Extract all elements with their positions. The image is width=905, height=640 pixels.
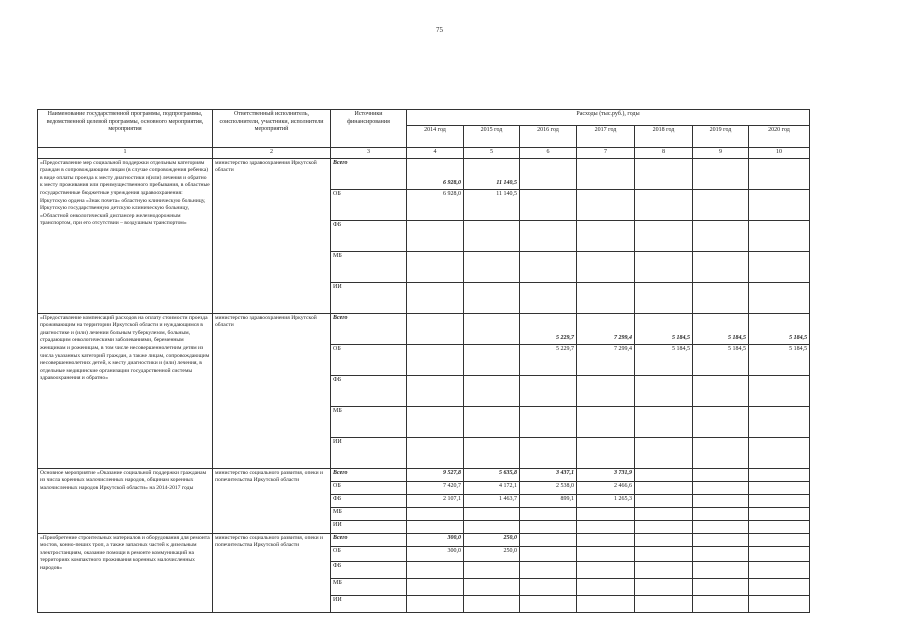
expense-value bbox=[693, 468, 749, 481]
expense-value bbox=[520, 158, 577, 189]
expense-value bbox=[577, 507, 635, 520]
table-row bbox=[38, 158, 810, 189]
expense-value bbox=[577, 251, 635, 282]
header-year: 2018 год bbox=[635, 126, 693, 148]
expense-value bbox=[693, 375, 749, 406]
funding-source: Всего bbox=[331, 533, 407, 546]
expense-value bbox=[635, 595, 693, 612]
expense-value bbox=[635, 481, 693, 494]
expense-value bbox=[749, 189, 810, 220]
expense-value bbox=[520, 546, 577, 561]
program-name: «Приобретение строительных материалов и оборудования для ремонта мостов, конно-пеших троп, а также запасных частей к дизельным электростанциям, оказание помощи в ремонте коммуникаций на территориях компактного проживания коренных малочисленных народов» bbox=[38, 533, 213, 612]
expense-value bbox=[520, 220, 577, 251]
expense-value bbox=[464, 282, 520, 313]
funding-source: МБ bbox=[331, 251, 407, 282]
expense-value bbox=[635, 578, 693, 595]
expense-value bbox=[693, 437, 749, 468]
expenses-table bbox=[37, 109, 810, 613]
expense-value bbox=[693, 481, 749, 494]
expense-value bbox=[749, 578, 810, 595]
column-number: 5 bbox=[464, 148, 520, 159]
funding-source: ФБ bbox=[331, 561, 407, 578]
funding-source: ФБ bbox=[331, 375, 407, 406]
expense-value bbox=[577, 375, 635, 406]
header-year: 2020 год bbox=[749, 126, 810, 148]
expense-value: 11 140,5 bbox=[464, 158, 520, 189]
expense-value: 5 184,5 bbox=[635, 344, 693, 375]
expense-value: 7 299,4 bbox=[577, 313, 635, 344]
expense-value bbox=[520, 189, 577, 220]
expense-value bbox=[407, 507, 464, 520]
expense-value bbox=[407, 282, 464, 313]
expense-value bbox=[635, 375, 693, 406]
expense-value bbox=[749, 220, 810, 251]
program-name: «Предоставление компенсаций расходов на оплату стоимости проезда проживающим на территории Иркутской области и нуждающимся в диагностике и (или) лечении больным туберкулезом, больным, страдающим онкологическими заболеваниями, беременным женщинам и роженицам, в том числе несовершеннолетним детям из числа указанных категорий граждан, а также лицам, сопровождающим несовершеннолетних детей, к месту диагностики и (или) лечения, в отдельные медицинские организации государственной системы здравоохранения и обратно» bbox=[38, 313, 213, 468]
program-name: Основное мероприятие «Оказание социальной поддержки гражданам из числа коренных малочисленных народов, общинам коренных малочисленных народов Иркутской области» на 2014-2017 годы bbox=[38, 468, 213, 533]
expense-value: 250,0 bbox=[464, 546, 520, 561]
column-number: 3 bbox=[331, 148, 407, 159]
expense-value bbox=[749, 494, 810, 507]
expense-value bbox=[407, 561, 464, 578]
header-year: 2017 год bbox=[577, 126, 635, 148]
expense-value: 1 265,3 bbox=[577, 494, 635, 507]
expense-value bbox=[635, 158, 693, 189]
expense-value bbox=[464, 561, 520, 578]
expense-value bbox=[407, 406, 464, 437]
expense-value bbox=[407, 595, 464, 612]
expense-value bbox=[520, 507, 577, 520]
expense-value bbox=[693, 158, 749, 189]
expense-value: 6 928,0 bbox=[407, 158, 464, 189]
expense-value bbox=[635, 533, 693, 546]
expense-value bbox=[635, 282, 693, 313]
expense-value bbox=[635, 507, 693, 520]
expense-value: 3 437,1 bbox=[520, 468, 577, 481]
column-number: 2 bbox=[213, 148, 331, 159]
expense-value bbox=[635, 189, 693, 220]
expense-value bbox=[635, 494, 693, 507]
expense-value bbox=[693, 533, 749, 546]
expense-value: 5 184,5 bbox=[693, 344, 749, 375]
page-number: 75 bbox=[436, 26, 443, 34]
funding-source: ОБ bbox=[331, 481, 407, 494]
expense-value bbox=[693, 546, 749, 561]
expense-value bbox=[749, 375, 810, 406]
funding-source: Всего bbox=[331, 313, 407, 344]
expense-value bbox=[693, 494, 749, 507]
expense-value bbox=[577, 561, 635, 578]
expense-value bbox=[635, 406, 693, 437]
expense-value bbox=[464, 220, 520, 251]
expense-value bbox=[464, 595, 520, 612]
expense-value bbox=[520, 595, 577, 612]
expense-value bbox=[464, 578, 520, 595]
column-number: 8 bbox=[635, 148, 693, 159]
column-number: 9 bbox=[693, 148, 749, 159]
expense-value bbox=[749, 533, 810, 546]
funding-source: Всего bbox=[331, 468, 407, 481]
expense-value bbox=[407, 251, 464, 282]
funding-source: ОБ bbox=[331, 189, 407, 220]
expense-value bbox=[577, 546, 635, 561]
expense-value bbox=[693, 282, 749, 313]
funding-source: ФБ bbox=[331, 220, 407, 251]
expense-value bbox=[749, 158, 810, 189]
expense-value: 1 463,7 bbox=[464, 494, 520, 507]
expense-value: 5 184,5 bbox=[693, 313, 749, 344]
funding-source: МБ bbox=[331, 406, 407, 437]
expense-value bbox=[407, 313, 464, 344]
expense-value bbox=[693, 507, 749, 520]
expense-value bbox=[749, 507, 810, 520]
expense-value bbox=[577, 437, 635, 468]
table-row bbox=[38, 533, 810, 546]
expense-value: 3 731,9 bbox=[577, 468, 635, 481]
expense-value bbox=[520, 375, 577, 406]
expense-value bbox=[407, 220, 464, 251]
funding-source: ФБ bbox=[331, 494, 407, 507]
expense-value bbox=[749, 251, 810, 282]
table-row bbox=[38, 468, 810, 481]
header-name: Наименование государственной программы, подпрограммы, ведомственной целевой программы, основного мероприятия, мероприятия bbox=[38, 110, 213, 148]
expense-value: 5 184,5 bbox=[635, 313, 693, 344]
expense-value bbox=[749, 595, 810, 612]
funding-source: ОБ bbox=[331, 546, 407, 561]
header-year: 2019 год bbox=[693, 126, 749, 148]
header-executor: Ответственный исполнитель, соисполнители, участники, исполнители мероприятий bbox=[213, 110, 331, 148]
expense-value bbox=[464, 507, 520, 520]
expense-value: 7 420,7 bbox=[407, 481, 464, 494]
expense-value: 4 172,1 bbox=[464, 481, 520, 494]
expense-value bbox=[749, 561, 810, 578]
expense-value bbox=[407, 578, 464, 595]
expense-value bbox=[693, 595, 749, 612]
expense-value bbox=[749, 437, 810, 468]
column-number: 7 bbox=[577, 148, 635, 159]
expense-value bbox=[749, 406, 810, 437]
expense-value bbox=[577, 220, 635, 251]
expense-value bbox=[577, 189, 635, 220]
expense-value bbox=[577, 158, 635, 189]
expense-value bbox=[407, 520, 464, 533]
expense-value bbox=[577, 520, 635, 533]
expense-value bbox=[693, 578, 749, 595]
expense-value bbox=[577, 578, 635, 595]
executor: министерство социального развития, опеки и попечительства Иркутской области bbox=[213, 468, 331, 533]
expense-value: 11 140,5 bbox=[464, 189, 520, 220]
expense-value bbox=[520, 578, 577, 595]
expense-value bbox=[635, 561, 693, 578]
executor: министерство социального развития, опеки и попечительства Иркутской области bbox=[213, 533, 331, 612]
expense-value bbox=[464, 437, 520, 468]
expense-value bbox=[577, 282, 635, 313]
expense-value bbox=[407, 344, 464, 375]
expense-value bbox=[635, 437, 693, 468]
expense-value bbox=[577, 533, 635, 546]
funding-source: ИИ bbox=[331, 595, 407, 612]
header-year: 2016 год bbox=[520, 126, 577, 148]
expense-value: 5 635,8 bbox=[464, 468, 520, 481]
expense-value: 300,0 bbox=[407, 546, 464, 561]
expense-value bbox=[464, 313, 520, 344]
expense-value bbox=[407, 375, 464, 406]
expense-value: 5 229,7 bbox=[520, 313, 577, 344]
expense-value: 7 299,4 bbox=[577, 344, 635, 375]
program-name: «Предоставление мер социальной поддержки отдельным категориям граждан в сопровождающим лицам (в случае сопровождения ребенка) в виде оплаты проезда к месту диагностики и(или) лечения и обратно к месту проживания или преимущественного пребывания, в областные государственные бюджетные учреждения здравоохранения: Иркутскую ордена «Знак почета» областную клиническую больницу, Иркутскую государственную детскую клиническую больницу, «Областной онкологический диспансер железнодорожным транспортом, при его отсутствии – воздушным транспортом» bbox=[38, 158, 213, 313]
funding-source: ИИ bbox=[331, 520, 407, 533]
header-year: 2014 год bbox=[407, 126, 464, 148]
expense-value bbox=[693, 406, 749, 437]
header-expenses: Расходы (тыс.руб.), годы bbox=[407, 110, 810, 126]
expense-value bbox=[693, 251, 749, 282]
expense-value bbox=[635, 520, 693, 533]
expense-value bbox=[693, 561, 749, 578]
expense-value: 5 229,7 bbox=[520, 344, 577, 375]
executor: министерство здравоохранения Иркутской области bbox=[213, 158, 331, 313]
expense-value bbox=[464, 375, 520, 406]
executor: министерство здравоохранения Иркутской области bbox=[213, 313, 331, 468]
expense-value bbox=[635, 546, 693, 561]
expense-value bbox=[464, 406, 520, 437]
expense-value bbox=[520, 251, 577, 282]
expense-value bbox=[749, 520, 810, 533]
expense-value bbox=[577, 406, 635, 437]
expense-value bbox=[693, 520, 749, 533]
header-source: Источники финансирования bbox=[331, 110, 407, 148]
expense-value bbox=[749, 481, 810, 494]
expense-value: 9 527,8 bbox=[407, 468, 464, 481]
expense-value bbox=[407, 437, 464, 468]
expense-value: 2 538,0 bbox=[520, 481, 577, 494]
expense-value bbox=[693, 220, 749, 251]
expense-value bbox=[520, 533, 577, 546]
expense-value: 2 466,6 bbox=[577, 481, 635, 494]
expense-value bbox=[520, 561, 577, 578]
expense-value: 6 928,0 bbox=[407, 189, 464, 220]
expense-value bbox=[577, 595, 635, 612]
expense-value: 250,0 bbox=[464, 533, 520, 546]
funding-source: ИИ bbox=[331, 282, 407, 313]
expense-value bbox=[635, 251, 693, 282]
column-number: 10 bbox=[749, 148, 810, 159]
funding-source: ИИ bbox=[331, 437, 407, 468]
expense-value bbox=[693, 189, 749, 220]
expense-value bbox=[520, 437, 577, 468]
expense-value bbox=[635, 220, 693, 251]
funding-source: МБ bbox=[331, 507, 407, 520]
expense-value: 5 184,5 bbox=[749, 344, 810, 375]
column-number: 4 bbox=[407, 148, 464, 159]
expense-value: 300,0 bbox=[407, 533, 464, 546]
expense-value bbox=[749, 546, 810, 561]
expense-value bbox=[464, 251, 520, 282]
expense-value bbox=[520, 282, 577, 313]
funding-source: МБ bbox=[331, 578, 407, 595]
expense-value bbox=[520, 520, 577, 533]
expense-value bbox=[749, 282, 810, 313]
table-row bbox=[38, 313, 810, 344]
expense-value bbox=[520, 406, 577, 437]
expense-value: 5 184,5 bbox=[749, 313, 810, 344]
header-year: 2015 год bbox=[464, 126, 520, 148]
expense-value bbox=[635, 468, 693, 481]
expense-value bbox=[464, 344, 520, 375]
column-number: 1 bbox=[38, 148, 213, 159]
expense-value bbox=[464, 520, 520, 533]
funding-source: ОБ bbox=[331, 344, 407, 375]
column-number: 6 bbox=[520, 148, 577, 159]
funding-source: Всего bbox=[331, 158, 407, 189]
expense-value: 2 107,1 bbox=[407, 494, 464, 507]
expense-value bbox=[749, 468, 810, 481]
expense-value: 899,1 bbox=[520, 494, 577, 507]
